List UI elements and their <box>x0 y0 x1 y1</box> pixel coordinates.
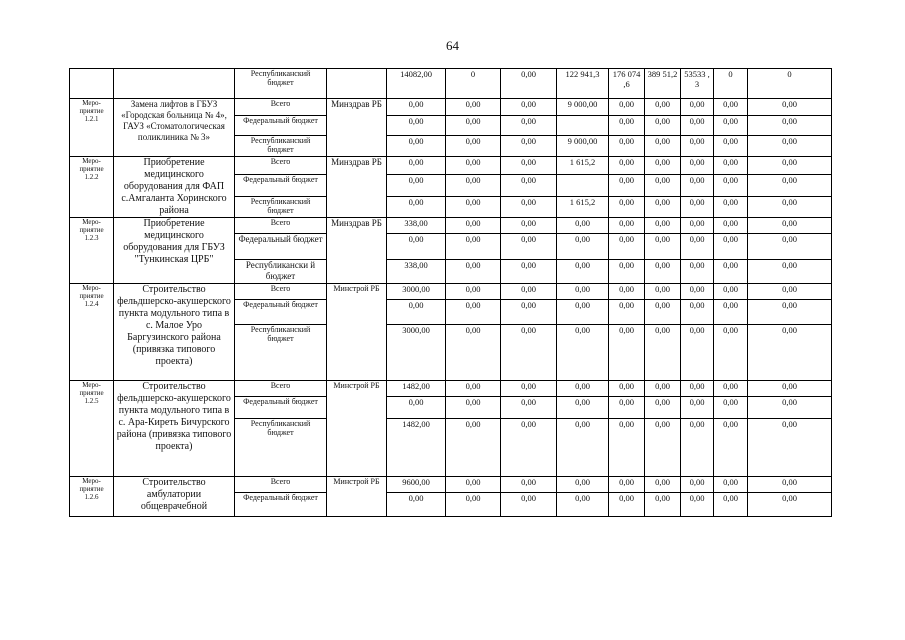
value-cell: 0,00 <box>681 175 714 196</box>
value-cell: 0,00 <box>501 99 557 116</box>
value-cell: 0,00 <box>387 157 446 175</box>
funding-source-cell: Всего <box>235 157 327 175</box>
value-cell: 0,00 <box>387 300 446 325</box>
funding-source-cell: Федеральный бюджет <box>235 493 327 517</box>
value-cell: 0,00 <box>446 234 501 260</box>
value-cell: 0,00 <box>714 300 748 325</box>
value-cell: 0,00 <box>446 218 501 234</box>
value-cell: 0,00 <box>609 381 645 397</box>
value-cell: 0,00 <box>748 260 832 284</box>
value-cell: 0,00 <box>714 157 748 175</box>
value-cell: 9 000,00 <box>557 99 609 116</box>
value-cell: 0,00 <box>714 260 748 284</box>
value-cell: 0,00 <box>501 300 557 325</box>
value-cell: 0,00 <box>609 477 645 493</box>
value-cell <box>557 175 609 196</box>
value-cell: 0,00 <box>609 419 645 477</box>
value-cell: 0,00 <box>609 260 645 284</box>
funding-source-cell: Республиканский бюджет <box>235 136 327 157</box>
funding-source-cell: Всего <box>235 381 327 397</box>
value-cell: 0,00 <box>714 196 748 217</box>
value-cell: 0,00 <box>748 99 832 116</box>
value-cell: 0,00 <box>714 218 748 234</box>
value-cell: 0,00 <box>609 325 645 381</box>
value-cell: 0,00 <box>446 493 501 517</box>
value-cell: 0,00 <box>645 284 681 300</box>
value-cell: 0,00 <box>714 284 748 300</box>
value-cell: 0,00 <box>446 196 501 217</box>
value-cell: 0,00 <box>557 325 609 381</box>
value-cell: 0,00 <box>609 175 645 196</box>
value-cell: 0,00 <box>446 419 501 477</box>
value-cell: 0,00 <box>387 175 446 196</box>
value-cell: 0,00 <box>681 260 714 284</box>
budget-table-body <box>70 69 832 517</box>
value-cell: 0,00 <box>748 175 832 196</box>
value-cell <box>557 116 609 136</box>
value-cell: 0,00 <box>645 325 681 381</box>
value-cell: 0,00 <box>557 419 609 477</box>
value-cell: 0,00 <box>714 381 748 397</box>
value-cell: 0,00 <box>714 116 748 136</box>
value-cell: 0,00 <box>748 381 832 397</box>
value-cell: 0,00 <box>387 196 446 217</box>
value-cell: 0,00 <box>609 196 645 217</box>
value-cell: 0,00 <box>681 99 714 116</box>
value-cell: 0,00 <box>557 493 609 517</box>
value-cell: 0,00 <box>501 325 557 381</box>
value-cell: 0,00 <box>681 419 714 477</box>
value-cell: 0,00 <box>681 234 714 260</box>
value-cell: 0,00 <box>446 175 501 196</box>
funding-source-cell: Всего <box>235 284 327 300</box>
value-cell: 0,00 <box>714 175 748 196</box>
value-cell: 3000,00 <box>387 284 446 300</box>
executor-cell: Минздрав РБ <box>327 157 387 218</box>
value-cell: 0,00 <box>446 284 501 300</box>
value-cell: 0,00 <box>645 477 681 493</box>
value-cell: 0,00 <box>501 493 557 517</box>
value-cell: 0,00 <box>446 99 501 116</box>
funding-source-cell: Республиканский бюджет <box>235 69 327 99</box>
value-cell: 0,00 <box>501 381 557 397</box>
value-cell: 0,00 <box>446 260 501 284</box>
value-cell: 0,00 <box>609 300 645 325</box>
value-cell: 338,00 <box>387 218 446 234</box>
value-cell: 0,00 <box>714 493 748 517</box>
table-row <box>70 218 832 234</box>
executor-cell: Минстрой РБ <box>327 381 387 477</box>
value-cell: 0,00 <box>681 196 714 217</box>
value-cell: 0,00 <box>645 493 681 517</box>
value-cell: 0,00 <box>446 477 501 493</box>
value-cell: 0,00 <box>748 397 832 419</box>
value-cell: 0,00 <box>645 419 681 477</box>
continuation-row <box>70 69 832 99</box>
value-cell: 0,00 <box>748 300 832 325</box>
measure-code-cell: Меро- приятие 1.2.4 <box>70 284 114 381</box>
value-cell: 0,00 <box>501 175 557 196</box>
value-cell: 0,00 <box>387 397 446 419</box>
value-cell: 0,00 <box>501 397 557 419</box>
value-cell: 0,00 <box>557 397 609 419</box>
value-cell: 0,00 <box>748 284 832 300</box>
value-cell: 0,00 <box>681 157 714 175</box>
value-cell: 0,00 <box>645 260 681 284</box>
value-cell: 0,00 <box>645 196 681 217</box>
value-cell: 0,00 <box>714 136 748 157</box>
value-cell: 0,00 <box>681 116 714 136</box>
value-cell: 0,00 <box>714 325 748 381</box>
value-cell: 0,00 <box>609 99 645 116</box>
measure-code-cell: Меро- приятие 1.2.6 <box>70 477 114 517</box>
value-cell: 0,00 <box>681 300 714 325</box>
value-cell: 0,00 <box>501 196 557 217</box>
value-cell: 0,00 <box>748 116 832 136</box>
value-cell: 0,00 <box>446 116 501 136</box>
value-cell: 0,00 <box>748 234 832 260</box>
value-cell: 0 <box>446 69 501 99</box>
value-cell: 0,00 <box>557 381 609 397</box>
value-cell: 0,00 <box>557 477 609 493</box>
value-cell: 0,00 <box>501 234 557 260</box>
value-cell: 9600,00 <box>387 477 446 493</box>
value-cell: 0,00 <box>609 284 645 300</box>
executor-cell <box>327 69 387 99</box>
value-cell: 0,00 <box>681 477 714 493</box>
value-cell: 0,00 <box>501 116 557 136</box>
value-cell: 0,00 <box>387 493 446 517</box>
value-cell: 0,00 <box>681 218 714 234</box>
value-cell: 0,00 <box>645 381 681 397</box>
value-cell: 0,00 <box>446 397 501 419</box>
table-row <box>70 477 832 493</box>
funding-source-cell: Республиканский бюджет <box>235 419 327 477</box>
value-cell: 0,00 <box>387 136 446 157</box>
funding-source-cell: Республикански й бюджет <box>235 260 327 284</box>
value-cell: 0,00 <box>501 69 557 99</box>
value-cell: 0,00 <box>501 218 557 234</box>
table-row <box>70 99 832 116</box>
funding-source-cell: Республиканский бюджет <box>235 196 327 217</box>
measure-code-cell: Меро- приятие 1.2.2 <box>70 157 114 218</box>
page-number: 64 <box>446 38 459 53</box>
value-cell: 0,00 <box>714 99 748 116</box>
value-cell: 0,00 <box>748 477 832 493</box>
value-cell: 0,00 <box>748 136 832 157</box>
value-cell: 0,00 <box>645 234 681 260</box>
value-cell: 0,00 <box>446 136 501 157</box>
value-cell: 0,00 <box>714 419 748 477</box>
value-cell: 0,00 <box>645 99 681 116</box>
value-cell: 0 <box>748 69 832 99</box>
value-cell: 0,00 <box>748 157 832 175</box>
value-cell: 0,00 <box>681 284 714 300</box>
value-cell: 0,00 <box>609 493 645 517</box>
value-cell: 0,00 <box>387 234 446 260</box>
funding-source-cell: Республиканский бюджет <box>235 325 327 381</box>
value-cell: 1 615,2 <box>557 157 609 175</box>
funding-source-cell: Всего <box>235 477 327 493</box>
value-cell: 0,00 <box>501 477 557 493</box>
funding-source-cell: Федеральный бюджет <box>235 300 327 325</box>
measure-name-cell: Строительство амбулатории общеврачебной <box>114 477 235 517</box>
value-cell: 0,00 <box>387 99 446 116</box>
value-cell: 0,00 <box>501 419 557 477</box>
value-cell: 0,00 <box>748 419 832 477</box>
value-cell: 0,00 <box>557 234 609 260</box>
executor-cell: Минздрав РБ <box>327 99 387 157</box>
value-cell: 0,00 <box>714 397 748 419</box>
measure-name-cell <box>114 69 235 99</box>
value-cell: 0,00 <box>557 300 609 325</box>
value-cell: 0,00 <box>609 234 645 260</box>
value-cell: 176 074 ,6 <box>609 69 645 99</box>
value-cell: 0,00 <box>609 397 645 419</box>
value-cell: 0,00 <box>748 218 832 234</box>
value-cell: 0,00 <box>681 136 714 157</box>
value-cell: 122 941,3 <box>557 69 609 99</box>
measure-code-cell <box>70 69 114 99</box>
value-cell: 3000,00 <box>387 325 446 381</box>
measure-name-cell: Замена лифтов в ГБУЗ «Городская больница № 4», ГАУЗ «Стоматологическая поликлиника № 3» <box>114 99 235 157</box>
table-row <box>70 157 832 175</box>
measure-name-cell: Строительство фельдшерско-акушерского пункта модульного типа в с. Малое Уро Баргузинского района (привязка типового проекта) <box>114 284 235 381</box>
table-row <box>70 381 832 397</box>
value-cell: 0,00 <box>501 136 557 157</box>
value-cell: 14082,00 <box>387 69 446 99</box>
value-cell: 0,00 <box>681 381 714 397</box>
executor-cell: Минздрав РБ <box>327 218 387 284</box>
measure-code-cell: Меро- приятие 1.2.1 <box>70 99 114 157</box>
funding-source-cell: Федеральный бюджет <box>235 175 327 196</box>
value-cell: 0,00 <box>645 116 681 136</box>
value-cell: 9 000,00 <box>557 136 609 157</box>
value-cell: 0,00 <box>446 300 501 325</box>
value-cell: 0,00 <box>645 218 681 234</box>
value-cell: 0,00 <box>557 218 609 234</box>
measure-name-cell: Приобретение медицинского оборудования для ФАП с.Амгаланта Хоринского района <box>114 157 235 218</box>
value-cell: 0,00 <box>609 116 645 136</box>
value-cell: 0,00 <box>446 325 501 381</box>
value-cell: 0,00 <box>501 157 557 175</box>
measure-name-cell: Приобретение медицинского оборудования для ГБУЗ "Тункинская ЦРБ" <box>114 218 235 284</box>
value-cell: 0,00 <box>557 260 609 284</box>
value-cell: 0,00 <box>748 493 832 517</box>
value-cell: 0,00 <box>748 325 832 381</box>
value-cell: 0,00 <box>645 397 681 419</box>
value-cell: 338,00 <box>387 260 446 284</box>
value-cell: 0,00 <box>609 218 645 234</box>
value-cell: 1482,00 <box>387 419 446 477</box>
value-cell: 0,00 <box>387 116 446 136</box>
funding-source-cell: Всего <box>235 218 327 234</box>
executor-cell: Минстрой РБ <box>327 284 387 381</box>
value-cell: 0,00 <box>645 300 681 325</box>
value-cell: 0,00 <box>645 175 681 196</box>
measure-name-cell: Строительство фельдшерско-акушерского пункта модульного типа в с. Ара-Киреть Бичурского района (привязка типового проекта) <box>114 381 235 477</box>
funding-source-cell: Федеральный бюджет <box>235 397 327 419</box>
value-cell: 0,00 <box>446 157 501 175</box>
executor-cell: Минстрой РБ <box>327 477 387 517</box>
value-cell: 0,00 <box>714 234 748 260</box>
value-cell: 0,00 <box>681 397 714 419</box>
value-cell: 0,00 <box>609 157 645 175</box>
value-cell: 1 615,2 <box>557 196 609 217</box>
value-cell: 0 <box>714 69 748 99</box>
budget-table <box>69 68 832 517</box>
table-row <box>70 284 832 300</box>
value-cell: 0,00 <box>609 136 645 157</box>
measure-code-cell: Меро- приятие 1.2.5 <box>70 381 114 477</box>
value-cell: 53533 ,3 <box>681 69 714 99</box>
measure-code-cell: Меро- приятие 1.2.3 <box>70 218 114 284</box>
value-cell: 0,00 <box>557 284 609 300</box>
value-cell: 0,00 <box>748 196 832 217</box>
value-cell: 0,00 <box>681 493 714 517</box>
value-cell: 0,00 <box>501 260 557 284</box>
value-cell: 0,00 <box>645 157 681 175</box>
value-cell: 0,00 <box>681 325 714 381</box>
value-cell: 389 51,2 <box>645 69 681 99</box>
value-cell: 0,00 <box>501 284 557 300</box>
funding-source-cell: Федеральный бюджет <box>235 234 327 260</box>
value-cell: 0,00 <box>446 381 501 397</box>
value-cell: 0,00 <box>714 477 748 493</box>
funding-source-cell: Всего <box>235 99 327 116</box>
value-cell: 1482,00 <box>387 381 446 397</box>
funding-source-cell: Федеральный бюджет <box>235 116 327 136</box>
value-cell: 0,00 <box>645 136 681 157</box>
